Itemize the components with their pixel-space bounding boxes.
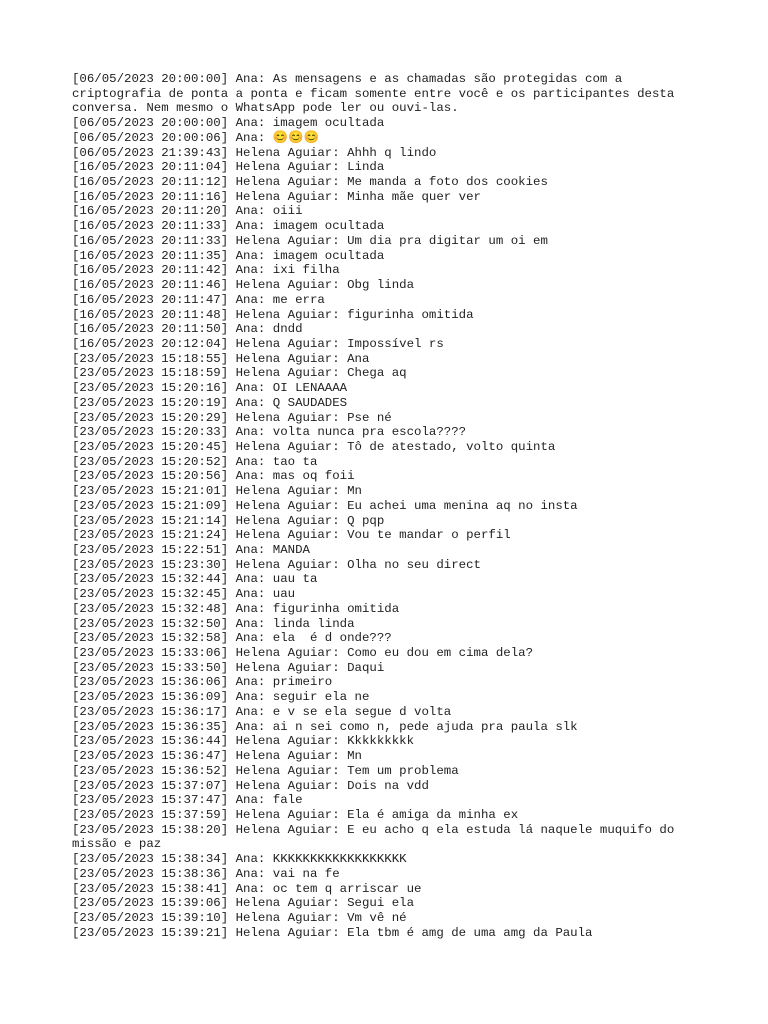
transcript-line: [23/05/2023 15:36:17] Ana: e v se ela segue d volta xyxy=(72,704,452,719)
transcript-line: [16/05/2023 20:11:46] Helena Aguiar: Obg linda xyxy=(72,278,415,293)
transcript-line: [23/05/2023 15:20:19] Ana: Q SAUDADES xyxy=(72,395,348,410)
transcript-line: [23/05/2023 15:36:52] Helena Aguiar: Tem um problema xyxy=(72,763,459,778)
transcript-line: [23/05/2023 15:23:30] Helena Aguiar: Olha no seu direct xyxy=(72,557,481,572)
transcript-line: [23/05/2023 15:38:36] Ana: vai na fe xyxy=(72,866,340,881)
transcript-line: [23/05/2023 15:38:41] Ana: oc tem q arriscar ue xyxy=(72,881,422,896)
transcript-line: [06/05/2023 20:00:06] Ana: 😊😊😊 xyxy=(72,130,320,145)
transcript-line: [23/05/2023 15:20:33] Ana: volta nunca pra escola???? xyxy=(72,425,467,440)
transcript-line: [23/05/2023 15:18:59] Helena Aguiar: Chega aq xyxy=(72,366,407,381)
transcript-line: [23/05/2023 15:32:45] Ana: uau xyxy=(72,587,296,602)
transcript-line: [23/05/2023 15:39:21] Helena Aguiar: Ela tbm é amg de uma amg da Paula xyxy=(72,925,593,940)
transcript-line: [23/05/2023 15:38:20] Helena Aguiar: E eu acho q ela estuda lá naquele muquifo do xyxy=(72,822,675,837)
transcript-line: [06/05/2023 21:39:43] Helena Aguiar: Ahhh q lindo xyxy=(72,145,437,160)
transcript-line: [23/05/2023 15:37:07] Helena Aguiar: Dois na vdd xyxy=(72,778,429,793)
transcript-line: [23/05/2023 15:20:29] Helena Aguiar: Pse né xyxy=(72,410,392,425)
transcript-line: [06/05/2023 20:00:00] Ana: imagem ocultada xyxy=(72,116,385,131)
transcript-line: [23/05/2023 15:20:56] Ana: mas oq foii xyxy=(72,469,355,484)
transcript-line: [16/05/2023 20:11:47] Ana: me erra xyxy=(72,292,325,307)
transcript-line: [23/05/2023 15:21:01] Helena Aguiar: Mn xyxy=(72,484,362,499)
transcript-line: [23/05/2023 15:22:51] Ana: MANDA xyxy=(72,543,310,557)
transcript-line: [23/05/2023 15:36:35] Ana: ai n sei como n, pede ajuda pra paula slk xyxy=(72,719,578,734)
transcript-line: [16/05/2023 20:11:42] Ana: ixi filha xyxy=(72,263,340,278)
transcript-line: [23/05/2023 15:32:50] Ana: linda linda xyxy=(72,616,355,631)
transcript-line: [23/05/2023 15:37:59] Helena Aguiar: Ela é amiga da minha ex xyxy=(72,807,519,822)
transcript-line: [23/05/2023 15:33:06] Helena Aguiar: Como eu dou em cima dela? xyxy=(72,646,534,661)
transcript-line: [23/05/2023 15:20:16] Ana: OI LENAAAA xyxy=(72,381,348,396)
transcript-line: [23/05/2023 15:21:09] Helena Aguiar: Eu achei uma menina aq no insta xyxy=(72,498,578,513)
transcript-line: [23/05/2023 15:21:24] Helena Aguiar: Vou te mandar o perfil xyxy=(72,528,511,543)
transcript-line: criptografia de ponta a ponta e ficam somente entre você e os participantes desta xyxy=(72,86,675,101)
transcript-line: [16/05/2023 20:11:48] Helena Aguiar: figurinha omitida xyxy=(72,307,474,322)
transcript-line: [23/05/2023 15:20:52] Ana: tao ta xyxy=(72,454,318,469)
transcript-line: [16/05/2023 20:11:50] Ana: dndd xyxy=(72,322,303,337)
transcript-line: [16/05/2023 20:11:33] Ana: imagem ocultada xyxy=(72,219,385,234)
transcript-line: [23/05/2023 15:36:06] Ana: primeiro xyxy=(72,675,333,690)
transcript-line: [23/05/2023 15:21:14] Helena Aguiar: Q pqp xyxy=(72,513,385,528)
transcript-line: [23/05/2023 15:32:48] Ana: figurinha omitida xyxy=(72,601,400,616)
transcript-line: missão e paz xyxy=(72,837,162,852)
transcript-line: [16/05/2023 20:11:12] Helena Aguiar: Me manda a foto dos cookies xyxy=(72,175,548,190)
transcript-line: [06/05/2023 20:00:00] Ana: As mensagens e as chamadas são protegidas com a xyxy=(72,72,623,86)
transcript-line: [23/05/2023 15:20:45] Helena Aguiar: Tô de atestado, volto quinta xyxy=(72,439,556,454)
transcript-line: [23/05/2023 15:32:44] Ana: uau ta xyxy=(72,572,318,587)
transcript-line: [23/05/2023 15:36:09] Ana: seguir ela ne xyxy=(72,690,370,705)
transcript-line: [16/05/2023 20:12:04] Helena Aguiar: Impossível rs xyxy=(72,336,444,351)
transcript-line: conversa. Nem mesmo o WhatsApp pode ler ou ouvi-las. xyxy=(72,101,459,116)
transcript-line: [16/05/2023 20:11:04] Helena Aguiar: Linda xyxy=(72,160,385,175)
transcript-line: [23/05/2023 15:38:34] Ana: KKKKKKKKKKKKKKKKKK xyxy=(72,852,407,867)
transcript-line: [23/05/2023 15:18:55] Helena Aguiar: Ana xyxy=(72,351,370,366)
transcript-line: [16/05/2023 20:11:33] Helena Aguiar: Um dia pra digitar um oi em xyxy=(72,233,548,248)
transcript-line: [23/05/2023 15:36:44] Helena Aguiar: Kkkkkkkkk xyxy=(72,734,415,749)
transcript-line: [23/05/2023 15:32:58] Ana: ela é d onde??? xyxy=(72,631,392,646)
transcript-line: [23/05/2023 15:33:50] Helena Aguiar: Daqui xyxy=(72,660,385,675)
transcript-line: [16/05/2023 20:11:35] Ana: imagem ocultada xyxy=(72,248,385,263)
transcript-line: [16/05/2023 20:11:20] Ana: oiii xyxy=(72,204,303,219)
chat-transcript xyxy=(72,72,700,940)
transcript-line: [16/05/2023 20:11:16] Helena Aguiar: Minha mãe quer ver xyxy=(72,189,481,204)
transcript-line: [23/05/2023 15:39:06] Helena Aguiar: Segui ela xyxy=(72,896,415,911)
transcript-line: [23/05/2023 15:36:47] Helena Aguiar: Mn xyxy=(72,749,362,764)
transcript-line: [23/05/2023 15:39:10] Helena Aguiar: Vm vê né xyxy=(72,910,407,925)
transcript-line: [23/05/2023 15:37:47] Ana: fale xyxy=(72,793,303,808)
